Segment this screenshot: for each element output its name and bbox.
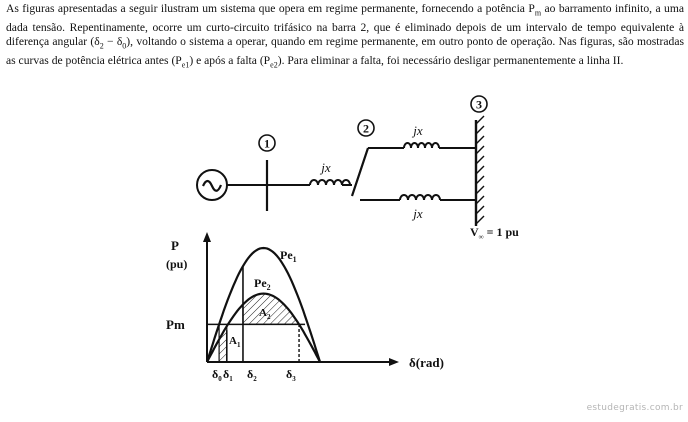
pe1-legend-label: $Pe_1$: [280, 248, 297, 264]
y-axis-arrow-icon: [203, 232, 211, 242]
line-2-reactance-label: jx: [413, 206, 423, 221]
bus-2-label: 2: [363, 121, 369, 136]
watermark: estudegratis.com.br: [586, 403, 683, 413]
feeder-reactance-label: jx: [321, 160, 331, 175]
tick-delta-1: $\delta_1$: [223, 367, 233, 383]
pm-label: Pm: [166, 317, 185, 332]
question-text: As figuras apresentadas a seguir ilustram um sistema que opera em regime permanente, fornecendo a potência $P_m$ ao barramento infinito, a uma dada tensão. Repentinamente, ocorre um curto-circuito trifásico na barra 2, que é eliminado depois de um intervalo de tempo equivalente à diferença angular $(\delta_2 - \delta_0)$, voltando o sistema a operar, quando em regime permanente, em outro ponto de operação. Nas figuras, são mostradas as curvas de potência elétrica antes $(P_{e1})$ e após a falta $(P_{e2})$. Para eliminar a falta, foi necessário desligar permanentemente a linha II.: [6, 2, 684, 70]
x-axis-arrow-icon: [389, 358, 399, 366]
feeder-reactance-coil: [306, 180, 352, 185]
area-a2-label: $A_2$: [259, 307, 271, 321]
infinite-bus-voltage-label: $V_\infty = 1$ pu: [470, 225, 519, 241]
area-a1-label: $A_1$: [229, 335, 241, 349]
line-1-reactance-label: jx: [413, 123, 423, 138]
line-2-reactance-coil: [400, 195, 440, 200]
y-axis-unit: (pu): [166, 257, 188, 271]
bus-1-label: 1: [264, 136, 270, 151]
pe2-legend-label: $Pe_2$: [254, 276, 271, 292]
y-axis-label: P: [171, 238, 179, 253]
bus-3-label: 3: [476, 97, 482, 112]
x-axis-label: δ(rad): [409, 355, 444, 370]
bus-2-bar: [352, 148, 368, 196]
infinite-bus-hatching: [476, 116, 484, 224]
line-1-reactance-coil: [404, 143, 439, 148]
generator-sine-icon: [203, 181, 221, 191]
one-line-diagram: [197, 96, 487, 226]
tick-delta-3: $\delta_3$: [286, 367, 296, 383]
tick-delta-0: $\delta_0$: [212, 367, 222, 383]
tick-delta-2: $\delta_2$: [247, 367, 257, 383]
